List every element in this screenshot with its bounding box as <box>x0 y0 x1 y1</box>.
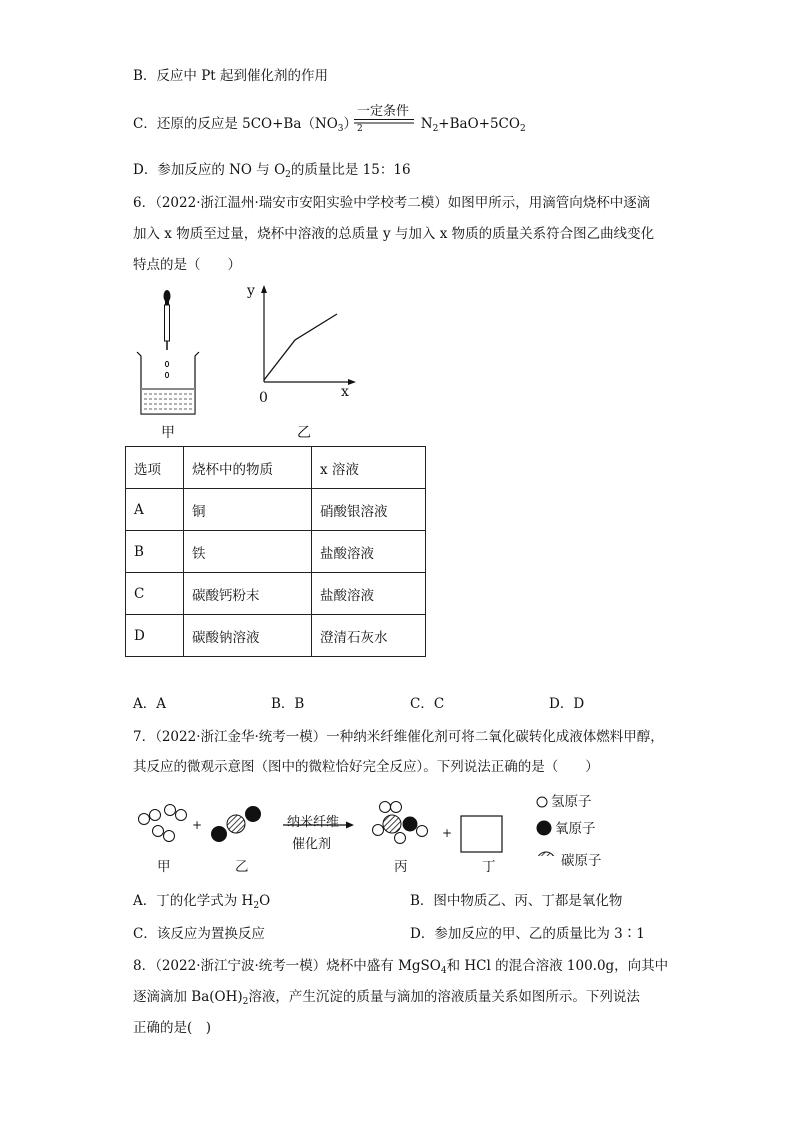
table-cell: 澄清石灰水 <box>312 615 426 657</box>
table-row <box>126 615 426 657</box>
q5-option-c-sub4: 2 <box>519 124 526 134</box>
q5-option-c-sub1: 3 <box>337 124 344 134</box>
q7-condition-top: 纳米纤维 <box>287 815 340 830</box>
q6-dropper-beaker-figure <box>135 288 205 418</box>
q8-stem-line1-a: 8．（2022·浙江宁波·统考一模）烧杯中盛有 MgSO <box>133 958 441 974</box>
q7-legend-oxygen: 氧原子 <box>555 821 596 837</box>
hydrogen-molecules-icon <box>139 805 187 842</box>
q7-option-c[interactable]: C．该反应为置换反应 <box>133 926 265 942</box>
q7-legend-hydrogen: 氢原子 <box>551 794 592 810</box>
table-row <box>126 531 426 573</box>
q5-option-b: B．反应中 Pt 起到催化剂的作用 <box>133 68 329 84</box>
q8-stem-line3: 正确的是( ) <box>133 1020 212 1036</box>
q6-stem-line2: 加入 x 物质至过量，烧杯中溶液的总质量 y 与加入 x 物质的质量关系符合图乙曲线变化 <box>133 226 655 242</box>
table-cell: C <box>126 573 184 615</box>
q7-option-a-suffix: O <box>259 893 271 909</box>
q7-label-bing: 丙 <box>394 859 408 875</box>
q5-option-c-mid: ） <box>343 116 358 132</box>
table-header-cell: 烧杯中的物质 <box>184 447 312 489</box>
q6-graph-x-label: x <box>341 384 349 400</box>
q8-stem-line1-b: 和 HCl 的混合溶液 100.0g，向其中 <box>446 958 669 974</box>
q8-stem-line2-b: 溶液，产生沉淀的质量与滴加的溶液质量关系如图所示。下列说法 <box>248 989 640 1005</box>
q5-option-d <box>133 160 411 180</box>
q8-stem-line2 <box>133 987 640 1007</box>
q5-option-d-prefix: D．参加反应的 NO 与 O <box>133 162 286 178</box>
table-header-row <box>126 447 426 489</box>
q6-graph-origin-label: 0 <box>259 390 268 406</box>
table-cell: A <box>126 489 184 531</box>
table-cell: 硝酸银溶液 <box>312 489 426 531</box>
table-row <box>126 573 426 615</box>
q6-option-d[interactable]: D．D <box>549 696 585 712</box>
q6-option-a[interactable]: A．A <box>133 696 166 712</box>
legend-oxygen-icon <box>537 821 552 836</box>
carbon-dioxide-molecule-icon <box>212 807 261 842</box>
arrow-head-icon <box>346 822 354 829</box>
table-cell: 铁 <box>184 531 312 573</box>
q6-figure-yi-label: 乙 <box>297 425 311 441</box>
q7-plus-sign-1: + <box>192 818 203 832</box>
q7-option-b[interactable]: B．图中物质乙、丙、丁都是氧化物 <box>410 893 623 909</box>
q8-stem-line2-a: 逐滴滴加 Ba(OH) <box>133 989 243 1005</box>
table-row <box>126 489 426 531</box>
q7-plus-sign-2: + <box>442 826 453 840</box>
q7-legend-carbon: 碳原子 <box>561 853 602 869</box>
q5-equals-sign <box>354 118 416 126</box>
q6-stem-line3: 特点的是（ ） <box>133 257 241 273</box>
table-cell: B <box>126 531 184 573</box>
methanol-molecule-icon <box>373 802 428 844</box>
q5-option-c-prod1: N <box>420 116 433 132</box>
q7-condition-bottom: 催化剂 <box>292 837 332 852</box>
unknown-product-box <box>461 816 502 852</box>
q5-option-c-prod2: +BaO+5CO <box>438 116 520 132</box>
q5-option-c <box>133 114 526 134</box>
table-header-cell: x 溶液 <box>312 447 426 489</box>
table-cell: 碳酸钠溶液 <box>184 615 312 657</box>
legend-hydrogen-icon <box>537 797 547 807</box>
q5-option-c-prefix: C．还原的反应是 5CO+Ba（NO <box>133 116 338 132</box>
table-header-cell: 选项 <box>126 447 184 489</box>
q8-stem-line1 <box>133 956 668 976</box>
q7-stem-line2: 其反应的微观示意图（图中的微粒恰好完全反应）。下列说法正确的是（ ） <box>133 759 599 775</box>
x-axis-arrow-icon <box>348 379 356 385</box>
y-axis-arrow-icon <box>261 285 267 293</box>
graph-curve <box>264 314 337 380</box>
q6-figure-jia-label: 甲 <box>161 425 175 441</box>
table-cell: 铜 <box>184 489 312 531</box>
q7-label-jia: 甲 <box>157 859 171 875</box>
q7-option-a[interactable] <box>133 891 270 911</box>
q5-reaction-condition: 一定条件 <box>357 104 410 119</box>
q7-label-ding: 丁 <box>482 859 496 875</box>
q5-option-d-sub: 2 <box>285 170 291 180</box>
q7-stem-line1: 7．（2022·浙江金华·统考一模）一种纳米纤维催化剂可将二氧化碳转化成液体燃料甲醇， <box>133 729 664 745</box>
legend-carbon-icon <box>537 852 555 856</box>
q8-stem-line2-sub: 2 <box>242 997 249 1007</box>
q6-stem-line1: 6．（2022·浙江温州·瑞安市安阳实验中学校考二模）如图甲所示，用滴管向烧杯中逐滴 <box>133 195 651 211</box>
table-cell: 盐酸溶液 <box>312 531 426 573</box>
dropper-icon <box>164 290 171 350</box>
q7-option-a-sub: 2 <box>253 901 260 911</box>
q7-option-d[interactable]: D．参加反应的甲、乙的质量比为 3∶1 <box>410 926 645 942</box>
table-cell: 盐酸溶液 <box>312 573 426 615</box>
table-cell: 碳酸钙粉末 <box>184 573 312 615</box>
q7-label-yi: 乙 <box>235 859 249 875</box>
q6-option-b[interactable]: B．B <box>271 696 305 712</box>
q6-option-c[interactable]: C．C <box>410 696 445 712</box>
q6-graph-y-label: y <box>247 283 255 299</box>
q8-stem-line1-sub: 4 <box>440 966 447 976</box>
q6-options-table <box>125 446 426 657</box>
table-cell: D <box>126 615 184 657</box>
q5-option-c-sub3: 2 <box>432 124 439 134</box>
q7-option-a-prefix: A．丁的化学式为 H <box>133 893 254 909</box>
q5-option-d-suffix: 的质量比是 15：16 <box>290 162 411 178</box>
droplet-icons <box>165 361 168 377</box>
q5-option-c-sub2: 2 <box>357 124 363 134</box>
